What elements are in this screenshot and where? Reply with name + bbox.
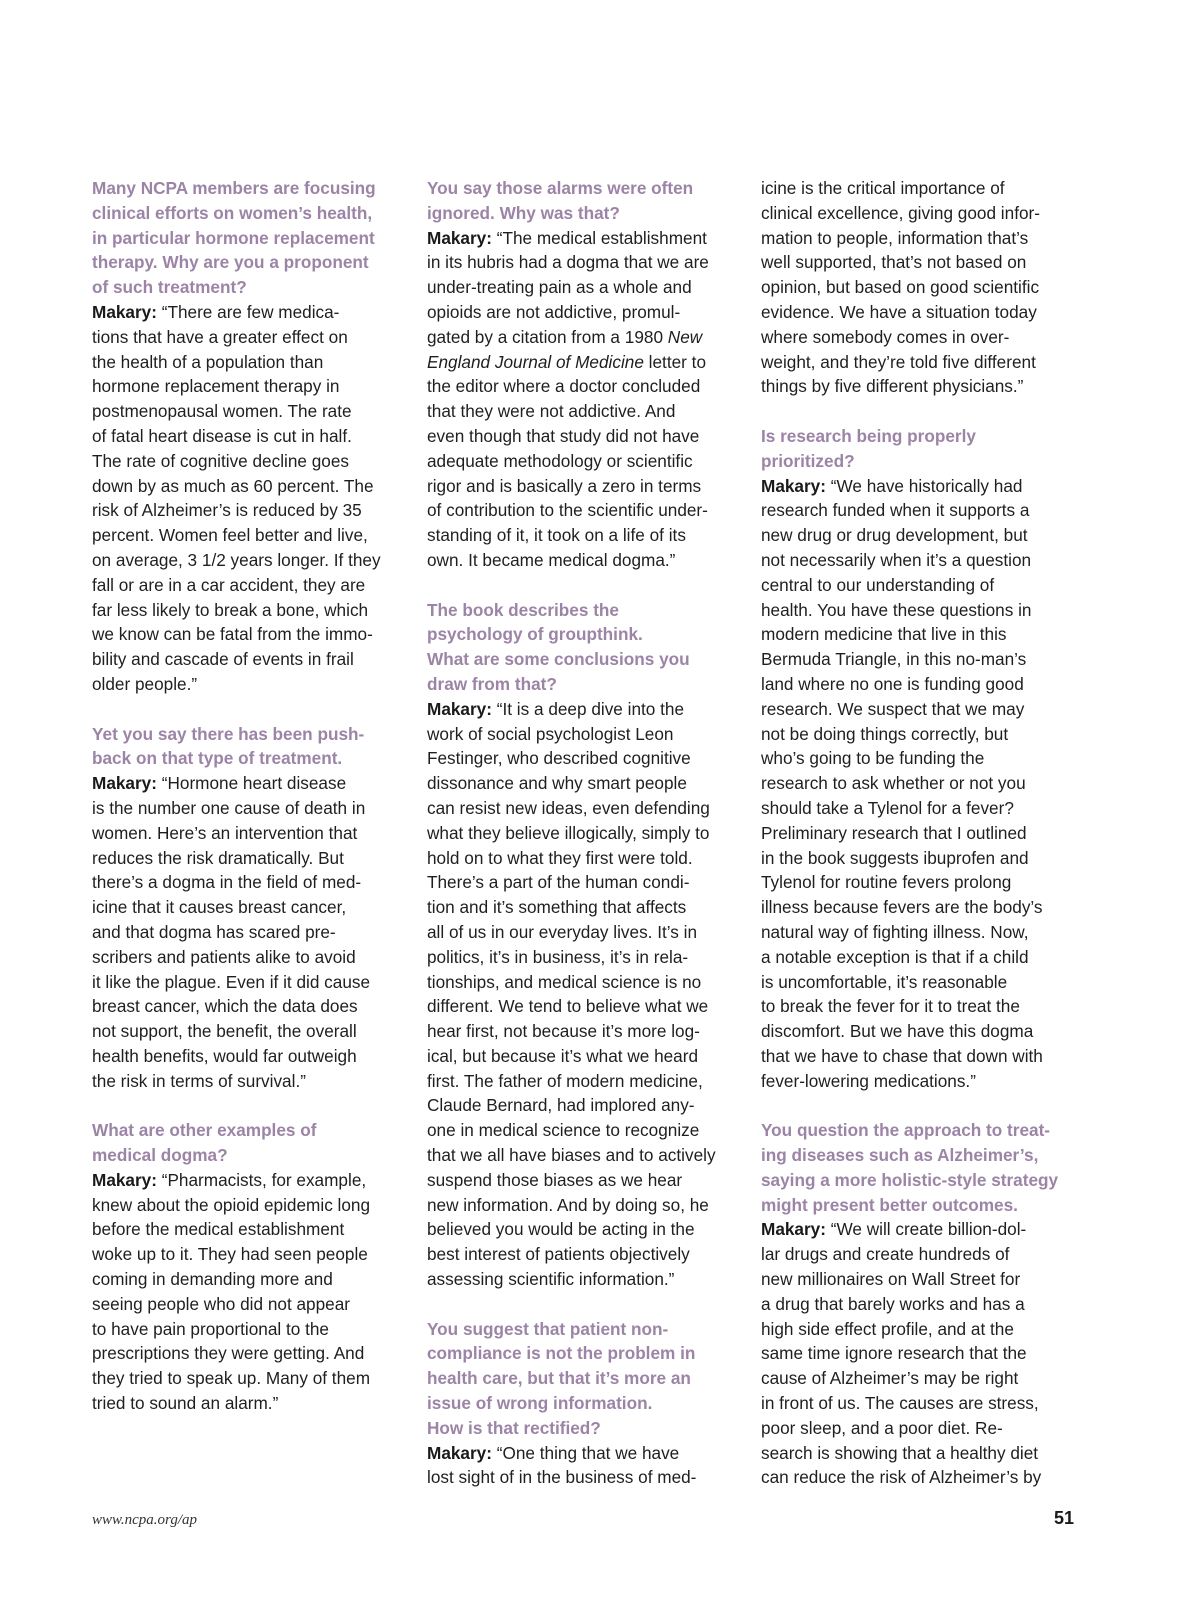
answer-text: “The medical establishment <box>491 227 707 248</box>
text-line: of fatal heart disease is cut in half. <box>92 425 352 446</box>
answer-text <box>761 1242 1073 1490</box>
text-line: rigor and is basically a zero in terms <box>427 475 702 496</box>
text-line: search is showing that a healthy diet <box>761 1442 1039 1463</box>
speaker-label: Makary: <box>427 698 492 719</box>
journal-title: England Journal of Medicine <box>427 351 644 372</box>
text-line: clinical efforts on women’s health, <box>92 202 373 223</box>
text-line: You suggest that patient non- <box>427 1318 669 1339</box>
text-line: natural way of fighting illness. Now, <box>761 921 1029 942</box>
answer-paragraph <box>427 1441 739 1491</box>
text-line: hold on to what they first were told. <box>427 847 693 868</box>
text-line: in the book suggests ibuprofen and <box>761 847 1029 868</box>
text-line: health benefits, would far outweigh <box>92 1045 357 1066</box>
answer-text <box>92 796 404 1094</box>
text-line: issue of wrong information. <box>427 1393 653 1414</box>
question-heading <box>92 722 404 772</box>
text-line: new information. And by doing so, he <box>427 1194 709 1215</box>
text-line: different. We tend to believe what we <box>427 996 709 1017</box>
text-line: what they believe illogically, simply to <box>427 822 710 843</box>
answer-text: “We have historically had <box>825 475 1023 496</box>
text-line: best interest of patients objectively <box>427 1244 690 1265</box>
text-line: poor sleep, and a poor diet. Re- <box>761 1417 1003 1438</box>
text-line: Many NCPA members are focusing <box>92 178 376 198</box>
text-line: ing diseases such as Alzheimer’s, <box>761 1145 1039 1166</box>
text-line: things by five different physicians.” <box>761 376 1024 397</box>
text-line: fall or are in a car accident, they are <box>92 574 366 595</box>
text-line: of contribution to the scientific under- <box>427 500 708 521</box>
text-line: suspend those biases as we hear <box>427 1169 683 1190</box>
answer-text: “It is a deep dive into the <box>491 698 685 719</box>
answer-text: “One thing that we have <box>491 1442 680 1463</box>
text-line: of such treatment? <box>92 277 247 298</box>
text-line: in front of us. The causes are stress, <box>761 1393 1039 1414</box>
text-line: knew about the opioid epidemic long <box>92 1194 371 1215</box>
text-line: hormone replacement therapy in <box>92 376 340 397</box>
text-line: to have pain proportional to the <box>92 1318 329 1339</box>
answer-text <box>427 374 739 572</box>
speaker-label: Makary: <box>427 227 492 248</box>
text-line: that we all have biases and to actively <box>427 1145 716 1166</box>
answer-paragraph <box>761 474 1073 1094</box>
text-line: weight, and they’re told five different <box>761 351 1036 372</box>
text-line: back on that type of treatment. <box>92 748 343 769</box>
answer-paragraph <box>761 1217 1073 1490</box>
text-line: not be doing things correctly, but <box>761 723 1009 744</box>
text-line: The book describes the <box>427 599 619 620</box>
text-line: You say those alarms were often <box>427 178 694 198</box>
text-line: postmenopausal women. The rate <box>92 401 352 422</box>
text-line: one in medical science to recognize <box>427 1120 700 1141</box>
text-line: central to our understanding of <box>761 574 995 595</box>
text-line: high side effect profile, and at the <box>761 1318 1014 1339</box>
text-line: risk of Alzheimer’s is reduced by 35 <box>92 500 362 521</box>
text-line: fever-lowering medications.” <box>761 1070 976 1091</box>
text-line: politics, it’s in business, it’s in rela- <box>427 946 689 967</box>
text-line: women. Here’s an intervention that <box>92 822 358 843</box>
text-line: is uncomfortable, it’s reasonable <box>761 971 1008 992</box>
text-line: modern medicine that live in this <box>761 624 1007 645</box>
text-line: that we have to chase that down with <box>761 1045 1043 1066</box>
text-line: a notable exception is that if a child <box>761 946 1029 967</box>
text-line: reduces the risk dramatically. But <box>92 847 344 868</box>
text-line: mation to people, information that’s <box>761 227 1029 248</box>
text-line: before the medical establishment <box>92 1219 345 1240</box>
article-column-1 <box>92 176 404 1416</box>
text-line: Tylenol for routine fevers prolong <box>761 872 1012 893</box>
text-line: not necessarily when it’s a question <box>761 549 1032 570</box>
text-line: discomfort. But we have this dogma <box>761 1021 1034 1042</box>
text-line: scribers and patients alike to avoid <box>92 946 356 967</box>
text-line: not support, the benefit, the overall <box>92 1021 357 1042</box>
text-line: illness because fevers are the body’s <box>761 897 1043 918</box>
question-heading <box>761 424 1073 474</box>
question-heading <box>92 176 404 300</box>
answer-text <box>427 1465 739 1490</box>
text-line: it like the plague. Even if it did cause <box>92 971 371 992</box>
question-heading <box>427 176 739 226</box>
text-line: breast cancer, which the data does <box>92 996 358 1017</box>
text-line: the editor where a doctor concluded <box>427 376 701 397</box>
text-line: believed you would be acting in the <box>427 1219 695 1240</box>
answer-text <box>92 1193 404 1416</box>
text-line: that they were not addictive. And <box>427 401 676 422</box>
answer-text <box>761 176 1073 399</box>
text-line: in particular hormone replacement <box>92 227 375 248</box>
text-line: prioritized? <box>761 450 855 471</box>
text-line: own. It became medical dogma.” <box>427 549 676 570</box>
text-line: well supported, that’s not based on <box>761 252 1027 273</box>
text-line: health. You have these questions in <box>761 599 1032 620</box>
text-line: lar drugs and create hundreds of <box>761 1244 1010 1265</box>
text-line: ical, but because it’s what we heard <box>427 1045 699 1066</box>
page-number: 51 <box>1053 1508 1074 1528</box>
text-line: tion and it’s something that affects <box>427 897 687 918</box>
text-line: down by as much as 60 percent. The <box>92 475 374 496</box>
text-line: What are other examples of <box>92 1120 317 1141</box>
text-line: might present better outcomes. <box>761 1194 1018 1215</box>
text-line: icine that it causes breast cancer, <box>92 897 347 918</box>
article-column-2 <box>427 176 739 1490</box>
text-line: tionships, and medical science is no <box>427 971 702 992</box>
text-line: first. The father of modern medicine, <box>427 1070 703 1091</box>
answer-paragraph <box>92 771 404 1093</box>
answer-text: “We will create billion-dol- <box>825 1219 1027 1240</box>
text-line: on average, 3 1/2 years longer. If they <box>92 549 381 570</box>
answer-text <box>427 250 739 324</box>
text-line: even though that study did not have <box>427 425 700 446</box>
text-line: Festinger, who described cognitive <box>427 748 691 769</box>
answer-paragraph <box>427 697 739 1292</box>
question-heading <box>92 1118 404 1168</box>
text-line: therapy. Why are you a proponent <box>92 252 369 273</box>
text-line: new drug or drug development, but <box>761 525 1028 546</box>
text-line: land where no one is funding good <box>761 673 1024 694</box>
question-heading <box>427 1317 739 1441</box>
text-line: icine is the critical importance of <box>761 178 1005 198</box>
answer-text <box>427 722 739 1292</box>
journal-title: New <box>667 326 703 347</box>
text-line: health care, but that it’s more an <box>427 1368 691 1389</box>
text-line: draw from that? <box>427 673 557 694</box>
text-line: where somebody comes in over- <box>761 326 1010 347</box>
question-heading <box>761 1118 1073 1217</box>
speaker-label: Makary: <box>92 301 157 322</box>
text-line: Is research being properly <box>761 425 976 446</box>
text-line: far less likely to break a bone, which <box>92 599 369 620</box>
text-line: assessing scientific information.” <box>427 1269 675 1290</box>
text-line: the health of a population than <box>92 351 324 372</box>
speaker-label: Makary: <box>761 1219 826 1240</box>
question-heading <box>427 598 739 697</box>
text-line: Bermuda Triangle, in this no-man’s <box>761 649 1027 670</box>
speaker-label: Makary: <box>92 1169 157 1190</box>
answer-paragraph <box>92 1168 404 1416</box>
text-line: to break the fever for it to treat the <box>761 996 1020 1017</box>
text-line: The rate of cognitive decline goes <box>92 450 350 471</box>
text-line: same time ignore research that the <box>761 1343 1027 1364</box>
text-line: percent. Women feel better and live, <box>92 525 368 546</box>
text-line: opinion, but based on good scientific <box>761 277 1040 298</box>
text-line: standing of it, it took on a life of its <box>427 525 686 546</box>
text-line: they tried to speak up. Many of them <box>92 1368 371 1389</box>
text-line: under-treating pain as a whole and <box>427 277 692 298</box>
text-line: and that dogma has scared pre- <box>92 921 336 942</box>
text-line: woke up to it. They had seen people <box>92 1244 368 1265</box>
text-line: evidence. We have a situation today <box>761 301 1037 322</box>
speaker-label: Makary: <box>92 773 157 794</box>
text-line: compliance is not the problem in <box>427 1343 696 1364</box>
text-line: can resist new ideas, even defending <box>427 797 710 818</box>
answer-text: “Hormone heart disease <box>156 773 347 794</box>
text-line: is the number one cause of death in <box>92 797 366 818</box>
text-line: coming in demanding more and <box>92 1269 333 1290</box>
text-line: What are some conclusions you <box>427 649 690 670</box>
text-line: prescriptions they were getting. And <box>92 1343 365 1364</box>
answer-text <box>92 325 404 697</box>
text-line: clinical excellence, giving good infor- <box>761 202 1040 223</box>
text-line: there’s a dogma in the field of med- <box>92 872 362 893</box>
text-line: all of us in our everyday lives. It’s in <box>427 921 698 942</box>
article-column-3 <box>761 176 1073 1490</box>
text-line: adequate methodology or scientific <box>427 450 693 471</box>
text-line: You question the approach to treat- <box>761 1120 1051 1141</box>
text-line: work of social psychologist Leon <box>427 723 674 744</box>
citation-line: gated by a citation from a 1980 New <box>427 326 703 347</box>
footer-url: www.ncpa.org/ap <box>92 1512 198 1528</box>
text-line: There’s a part of the human condi- <box>427 872 690 893</box>
text-line: cause of Alzheimer’s may be right <box>761 1368 1019 1389</box>
text-line: research funded when it supports a <box>761 500 1030 521</box>
answer-text: “There are few medica- <box>156 301 340 322</box>
text-line: we know can be fatal from the immo- <box>92 624 373 645</box>
text-line: tions that have a greater effect on <box>92 326 348 347</box>
text-line: lost sight of in the business of med- <box>427 1467 697 1488</box>
text-line: Preliminary research that I outlined <box>761 822 1027 843</box>
speaker-label: Makary: <box>427 1442 492 1463</box>
text-line: How is that rectified? <box>427 1417 601 1438</box>
text-line: psychology of groupthink. <box>427 624 643 645</box>
text-line: should take a Tylenol for a fever? <box>761 797 1014 818</box>
text-line: new millionaires on Wall Street for <box>761 1269 1021 1290</box>
text-line: medical dogma? <box>92 1145 228 1166</box>
text-line: seeing people who did not appear <box>92 1293 351 1314</box>
text-line: opioids are not addictive, promul- <box>427 301 681 322</box>
text-line: tried to sound an alarm.” <box>92 1393 279 1414</box>
text-line: research. We suspect that we may <box>761 698 1025 719</box>
text-line: a drug that barely works and has a <box>761 1293 1025 1314</box>
answer-paragraph <box>761 176 1073 399</box>
text-line: research to ask whether or not you <box>761 773 1026 794</box>
text-line: Claude Bernard, had implored any- <box>427 1095 695 1116</box>
text-line: who’s going to be funding the <box>761 748 985 769</box>
text-line: Yet you say there has been push- <box>92 723 365 744</box>
text-line: older people.” <box>92 673 198 694</box>
text-line: ignored. Why was that? <box>427 202 620 223</box>
text-line: in its hubris had a dogma that we are <box>427 252 709 273</box>
answer-paragraph <box>92 300 404 697</box>
speaker-label: Makary: <box>761 475 826 496</box>
answer-text: “Pharmacists, for example, <box>156 1169 367 1190</box>
answer-paragraph <box>427 226 739 573</box>
answer-text <box>761 498 1073 1093</box>
text-line: the risk in terms of survival.” <box>92 1070 306 1091</box>
text-line: bility and cascade of events in frail <box>92 649 354 670</box>
text-line: can reduce the risk of Alzheimer’s by <box>761 1467 1042 1488</box>
citation-line: England Journal of Medicine letter to <box>427 351 707 372</box>
text-line: hear first, not because it’s more log- <box>427 1021 700 1042</box>
text-line: dissonance and why smart people <box>427 773 687 794</box>
text-line: saying a more holistic-style strategy <box>761 1169 1059 1190</box>
